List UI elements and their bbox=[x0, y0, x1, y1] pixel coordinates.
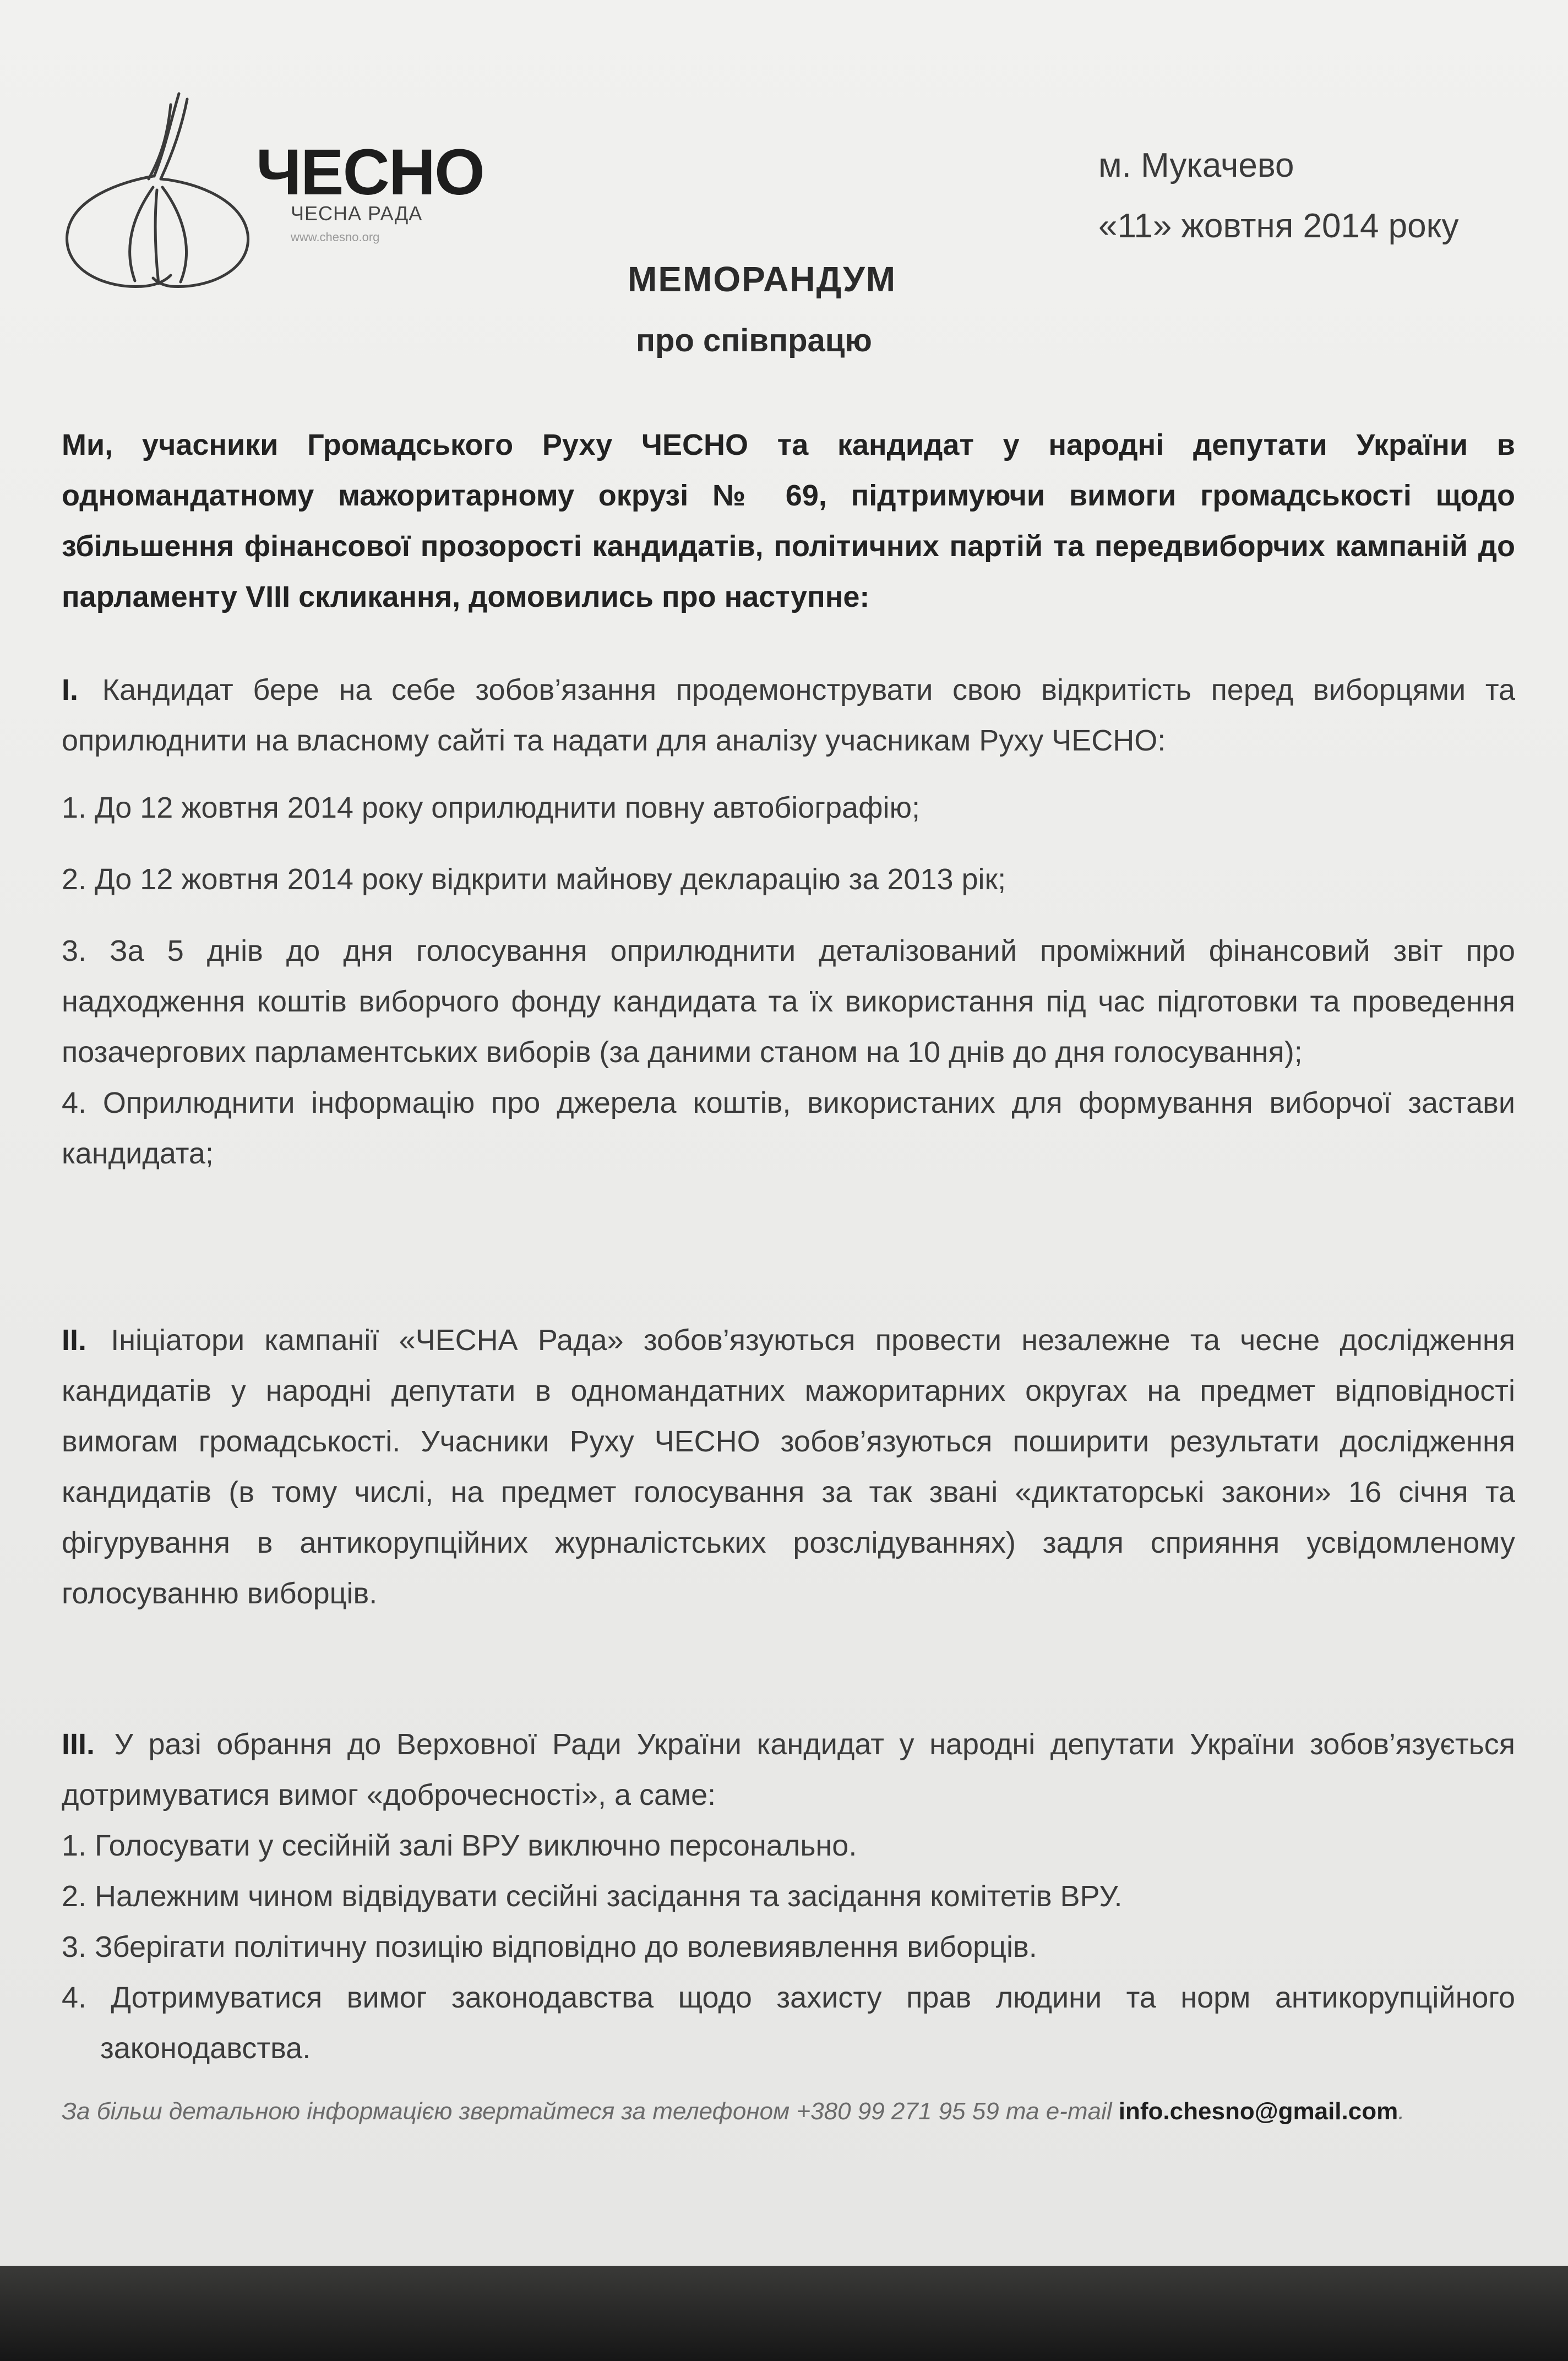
section-3-item: 4. Дотримуватися вимог законодавства щодо захисту прав людини та норм антикорупційного законодавства. bbox=[62, 1981, 1515, 2065]
place-and-date bbox=[1098, 146, 1458, 267]
section-3-item: 1. Голосувати у сесійній залі ВРУ виключно персонально. bbox=[62, 1829, 857, 1862]
place: м. Мукачево bbox=[1098, 146, 1294, 184]
logo-title: ЧЕСНО bbox=[256, 136, 484, 209]
section-3-roman: III. bbox=[62, 1728, 95, 1761]
chesno-logo bbox=[61, 88, 484, 297]
section-3-item: 3. Зберігати політичну позицію відповідно до волевиявлення виборців. bbox=[62, 1930, 1037, 1963]
section-1-item: 4. Оприлюднити інформацію про джерела коштів, використаних для формування виборчої застави кандидата; bbox=[62, 1086, 1515, 1170]
contact-end: . bbox=[1398, 2098, 1405, 2125]
contact-text: За більш детальною інформацією звертайтеся за телефоном +380 99 271 95 59 та e-mail bbox=[62, 2098, 1112, 2125]
logo-subtitle: ЧЕСНА РАДА bbox=[291, 202, 423, 225]
logo-website: www.chesno.org bbox=[291, 230, 380, 244]
section-1-item: 2. До 12 жовтня 2014 року відкрити майнову декларацію за 2013 рік; bbox=[62, 863, 1006, 896]
document-title: МЕМОРАНДУМ bbox=[628, 259, 897, 299]
section-2 bbox=[62, 1315, 1515, 1619]
intro-paragraph: Ми, учасники Громадського Руху ЧЕСНО та кандидат у народні депутати України в одномандатному мажоритарному окрузі № 69, підтримуючи вимоги громадськості щодо збільшення фінансової прозорості кандидатів, політичних партій та передвиборчих кампаній до парламенту VIII скликання, домовились про наступне: bbox=[62, 428, 1515, 613]
document-subtitle: про співпрацю bbox=[636, 323, 872, 358]
contact-email[interactable]: info.chesno@gmail.com bbox=[1118, 2098, 1398, 2125]
section-1-text bbox=[62, 665, 1515, 766]
section-1-item: 1. До 12 жовтня 2014 року оприлюднити повну автобіографію; bbox=[62, 791, 921, 824]
section-2-roman: II. bbox=[62, 1324, 87, 1357]
contact-line bbox=[62, 2098, 1515, 2125]
section-3 bbox=[62, 1719, 1515, 2074]
date: «11» жовтня 2014 року bbox=[1098, 207, 1459, 245]
garlic-icon bbox=[61, 88, 259, 297]
section-2-body: Ініціатори кампанії «ЧЕСНА Рада» зобов’язуються провести незалежне та чесне дослідження кандидатів у народні депутати в одномандатних мажоритарних округах на предмет відповідності вимогам громадськості. Учасники Руху ЧЕСНО зобов’язуються поширити результати дослідження кандидатів (в тому числі, на предмет голосування за так звані «диктаторські закони» 16 січня та фігурування в антикорупційних журналістських розслідуваннях) задля сприяння усвідомленому голосуванню виборців. bbox=[62, 1324, 1515, 1610]
table-surface bbox=[0, 2266, 1568, 2361]
section-1 bbox=[62, 665, 1515, 1179]
section-1-body: Кандидат бере на себе зобов’язання продемонструвати свою відкритість перед виборцями та оприлюднити на власному сайті та надати для аналізу учасникам Руху ЧЕСНО: bbox=[62, 673, 1515, 757]
section-1-item: 3. За 5 днів до дня голосування оприлюднити деталізований проміжний фінансовий звіт про надходження коштів виборчого фонду кандидата та їх використання під час підготовки та проведення позачергових парламентських виборів (за даними станом на 10 днів до дня голосування); bbox=[62, 934, 1515, 1069]
section-1-roman: I. bbox=[62, 673, 79, 706]
section-3-item: 2. Належним чином відвідувати сесійні засідання та засідання комітетів ВРУ. bbox=[62, 1880, 1123, 1913]
section-3-body: У разі обрання до Верховної Ради України кандидат у народні депутати України зобов’язується дотримуватися вимог «доброчесності», а саме: bbox=[62, 1728, 1515, 1811]
section-3-text bbox=[62, 1719, 1515, 1820]
